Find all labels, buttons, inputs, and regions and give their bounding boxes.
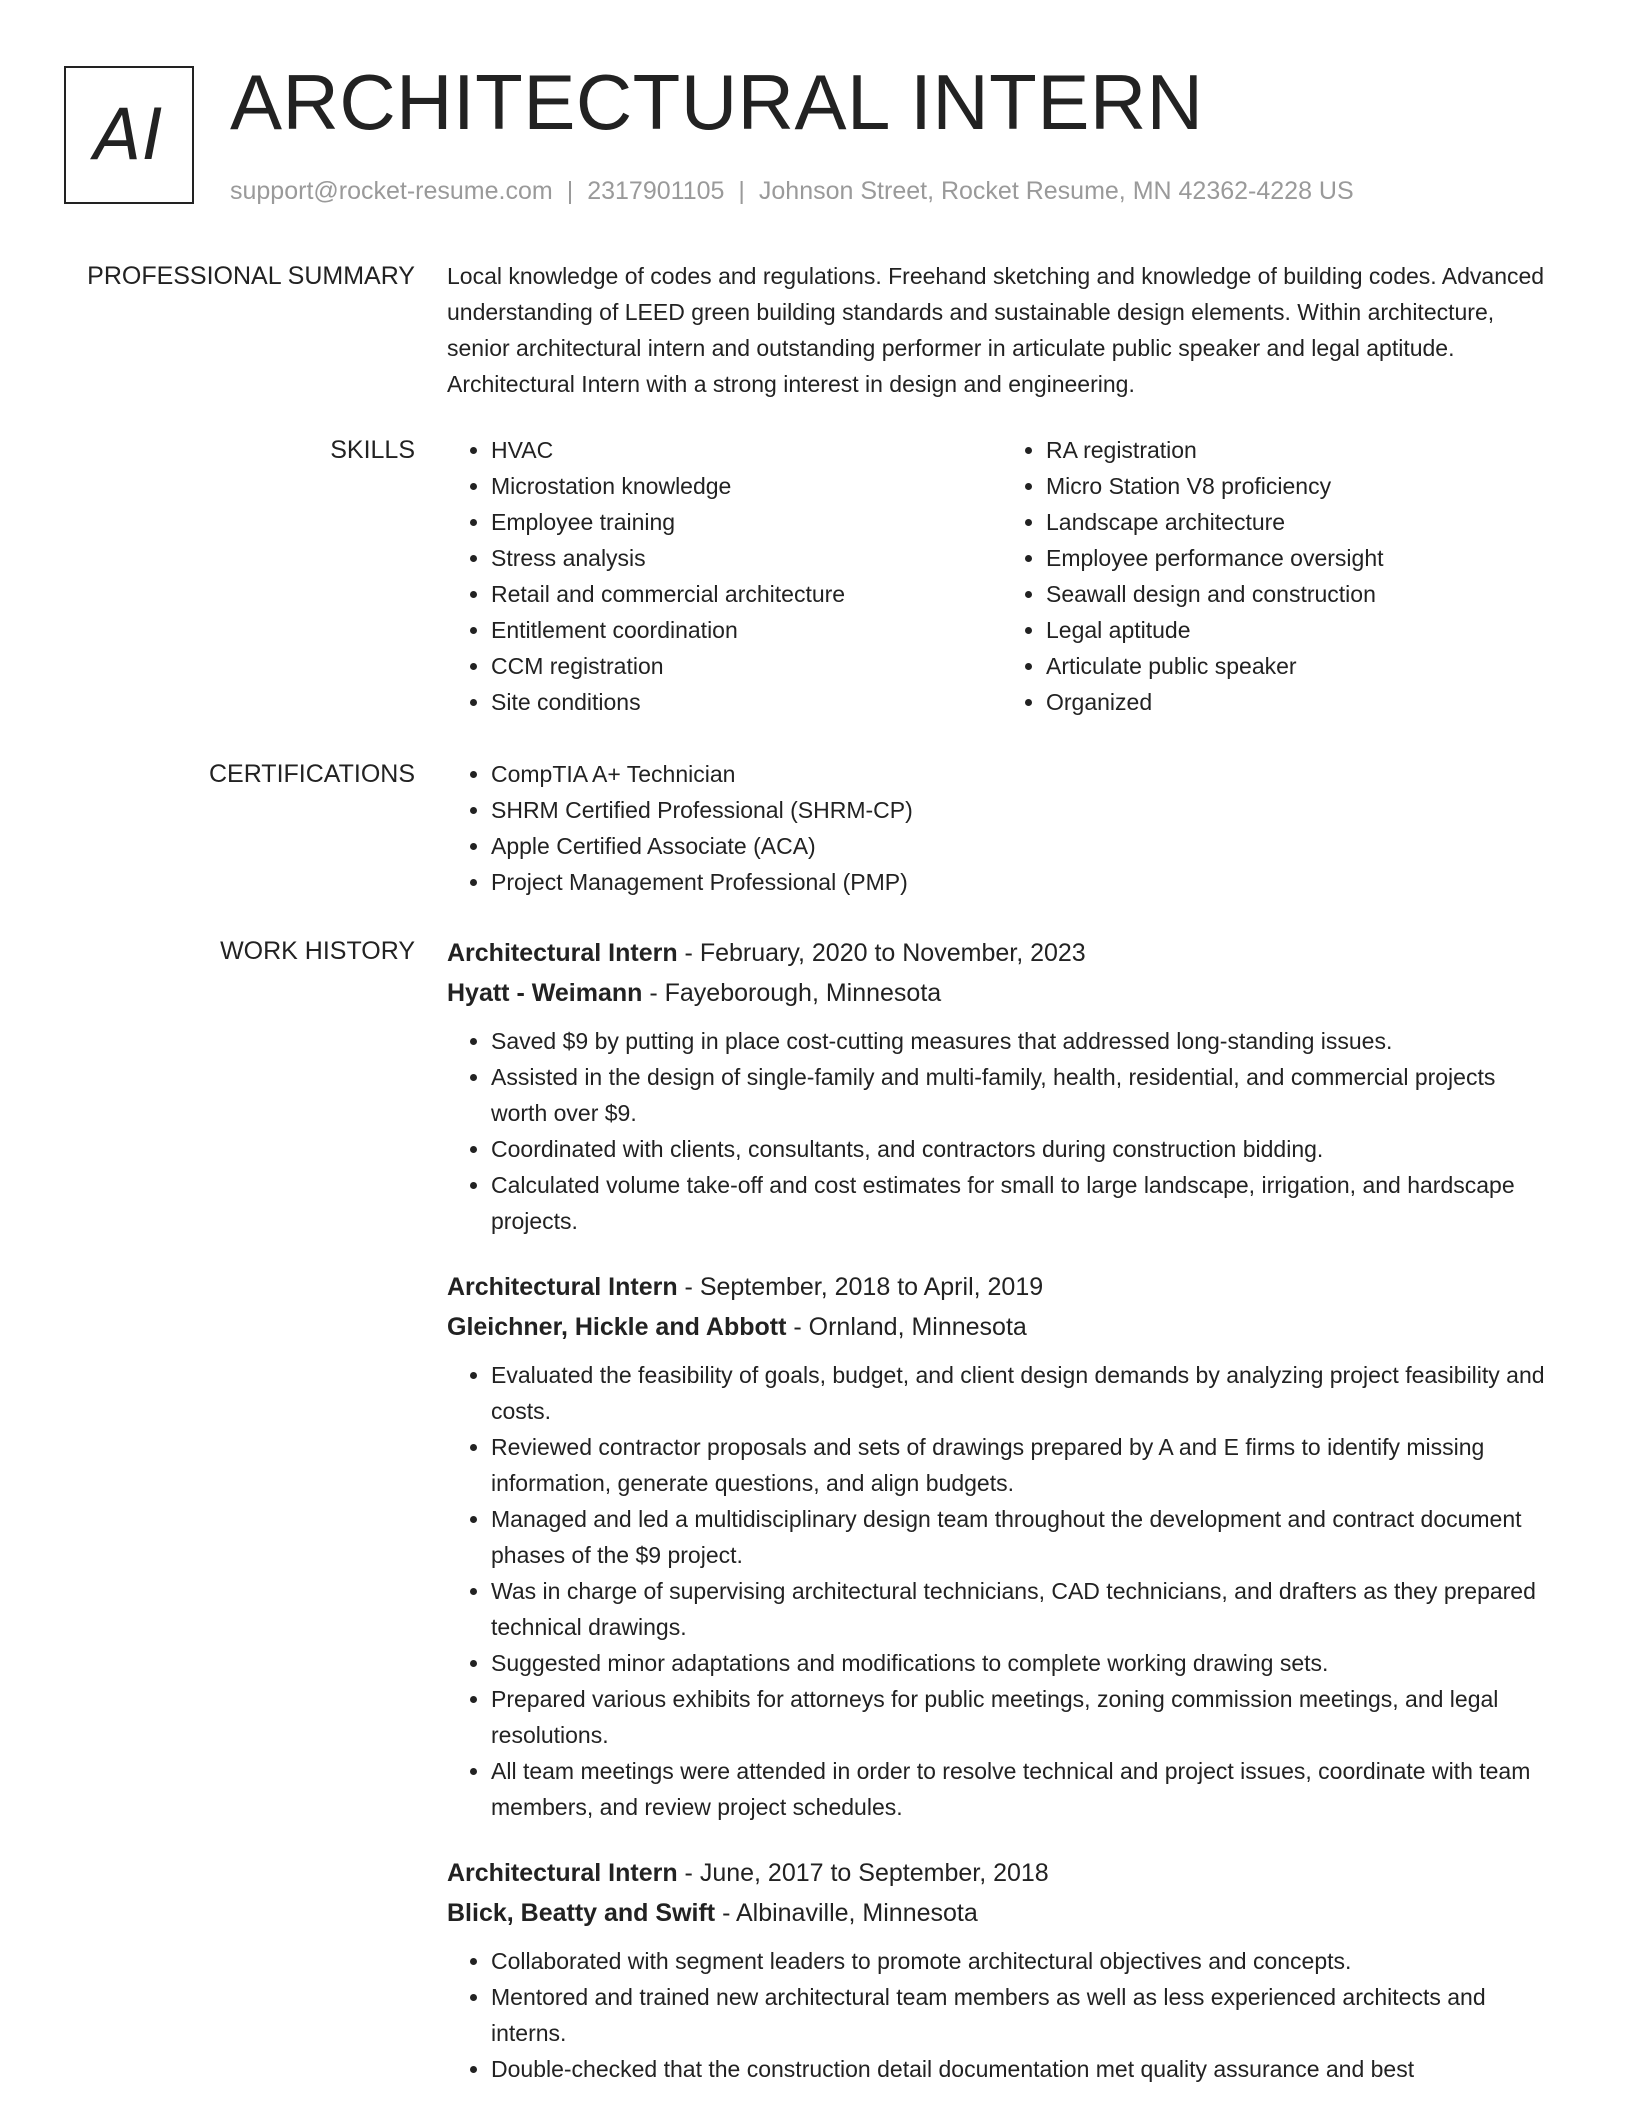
work-heading: WORK HISTORY (220, 937, 415, 965)
job-location: - Fayeborough, Minnesota (642, 979, 942, 1007)
skill-item: • Entitlement coordination (491, 612, 1002, 648)
skill-item: • Retail and commercial architecture (491, 576, 1002, 612)
contact-line (230, 174, 1354, 208)
contact-phone: 2317901105 (587, 177, 725, 205)
skills-list-left (447, 432, 1002, 720)
skill-item: • HVAC (491, 432, 1002, 468)
skill-item: • Landscape architecture (1046, 504, 1557, 540)
skill-item: • RA registration (1046, 432, 1557, 468)
contact-email: support@rocket-resume.com (230, 177, 553, 205)
skill-item: • Stress analysis (491, 540, 1002, 576)
job-bullet: • Managed and led a multidisciplinary design team throughout the development and contract document phases of the $9 project. (491, 1501, 1557, 1573)
contact-separator: | (566, 177, 574, 205)
job-bullet: • Reviewed contractor proposals and sets of drawings prepared by A and E firms to identify missing information, generate questions, and align budgets. (491, 1429, 1557, 1501)
skill-item: • Articulate public speaker (1046, 648, 1557, 684)
job-bullet: • Suggested minor adaptations and modifications to complete working drawing sets. (491, 1645, 1557, 1681)
skill-item: • Seawall design and construction (1046, 576, 1557, 612)
job-bullet-list (447, 1943, 1557, 2087)
job-bullet: • Calculated volume take-off and cost estimates for small to large landscape, irrigation, and hardscape projects. (491, 1167, 1557, 1239)
job-company: Gleichner, Hickle and Abbott (447, 1313, 787, 1341)
job-bullet-list (447, 1023, 1557, 1239)
job-company-line (447, 973, 1557, 1013)
job-location: - Albinaville, Minnesota (715, 1899, 978, 1927)
monogram-logo (64, 66, 194, 204)
summary-text: Local knowledge of codes and regulations. Freehand sketching and knowledge of building codes. Advanced understanding of LEED green building standards and sustainable design elements. Within architecture, senior architectural intern and outstanding performer in articulate public speaker and legal aptitude. Architectural Intern with a strong interest in design and engineering. (447, 263, 1545, 397)
job-role: Architectural Intern (447, 1273, 678, 1301)
job-bullet-list (447, 1357, 1557, 1825)
job-title-line (447, 1267, 1557, 1307)
job-dates: - February, 2020 to November, 2023 (677, 939, 1086, 967)
summary-heading: PROFESSIONAL SUMMARY (87, 262, 415, 290)
certifications-body (447, 756, 1557, 900)
certification-item: • CompTIA A+ Technician (491, 756, 1557, 792)
skill-item: • Legal aptitude (1046, 612, 1557, 648)
job-bullet: • Collaborated with segment leaders to promote architectural objectives and concepts. (491, 1943, 1557, 1979)
skill-item: • Site conditions (491, 684, 1002, 720)
job-title-line (447, 1853, 1557, 1893)
job-bullet: • Was in charge of supervising architectural technicians, CAD technicians, and drafters as they prepared technical drawings. (491, 1573, 1557, 1645)
work-body (447, 933, 1557, 2115)
skills-list-right (1002, 432, 1557, 720)
job-role: Architectural Intern (447, 939, 678, 967)
certification-item: • Project Management Professional (PMP) (491, 864, 1557, 900)
job-bullet: • Prepared various exhibits for attorneys for public meetings, zoning commission meetings, and legal resolutions. (491, 1681, 1557, 1753)
job-bullet: • All team meetings were attended in order to resolve technical and project issues, coordinate with team members, and review project schedules. (491, 1753, 1557, 1825)
page-title: ARCHITECTURAL INTERN (230, 58, 1204, 146)
skills-columns (447, 432, 1557, 720)
job-bullet: • Mentored and trained new architectural team members as well as less experienced architects and interns. (491, 1979, 1557, 2051)
skill-item: • Microstation knowledge (491, 468, 1002, 504)
skill-item: • Employee performance oversight (1046, 540, 1557, 576)
skill-item: • CCM registration (491, 648, 1002, 684)
certifications-list (447, 756, 1557, 900)
monogram-text: AI (93, 94, 165, 176)
job-bullet: • Evaluated the feasibility of goals, budget, and client design demands by analyzing project feasibility and costs. (491, 1357, 1557, 1429)
job-role: Architectural Intern (447, 1859, 678, 1887)
skills-body (447, 432, 1557, 720)
job-bullet: • Coordinated with clients, consultants, and contractors during construction bidding. (491, 1131, 1557, 1167)
contact-address: Johnson Street, Rocket Resume, MN 42362-4228 US (758, 177, 1354, 205)
job-bullet: • Saved $9 by putting in place cost-cutting measures that addressed long-standing issues. (491, 1023, 1557, 1059)
job-company: Hyatt - Weimann (447, 979, 643, 1007)
certification-item: • Apple Certified Associate (ACA) (491, 828, 1557, 864)
skill-item: • Employee training (491, 504, 1002, 540)
job-title-line (447, 933, 1557, 973)
skills-heading: SKILLS (330, 436, 415, 464)
job-bullet: • Double-checked that the construction detail documentation met quality assurance and best (491, 2051, 1557, 2087)
job-entry (447, 1853, 1557, 2087)
job-company: Blick, Beatty and Swift (447, 1899, 716, 1927)
skill-item: • Organized (1046, 684, 1557, 720)
job-dates: - September, 2018 to April, 2019 (677, 1273, 1044, 1301)
job-company-line (447, 1307, 1557, 1347)
job-location: - Ornland, Minnesota (786, 1313, 1027, 1341)
job-bullet: • Assisted in the design of single-family and multi-family, health, residential, and commercial projects worth over $9. (491, 1059, 1557, 1131)
job-dates: - June, 2017 to September, 2018 (677, 1859, 1049, 1887)
job-entry (447, 1267, 1557, 1825)
job-entry (447, 933, 1557, 1239)
contact-separator: | (738, 177, 745, 205)
job-company-line (447, 1893, 1557, 1933)
skill-item: • Micro Station V8 proficiency (1046, 468, 1557, 504)
certifications-heading: CERTIFICATIONS (208, 760, 415, 788)
certification-item: • SHRM Certified Professional (SHRM-CP) (491, 792, 1557, 828)
